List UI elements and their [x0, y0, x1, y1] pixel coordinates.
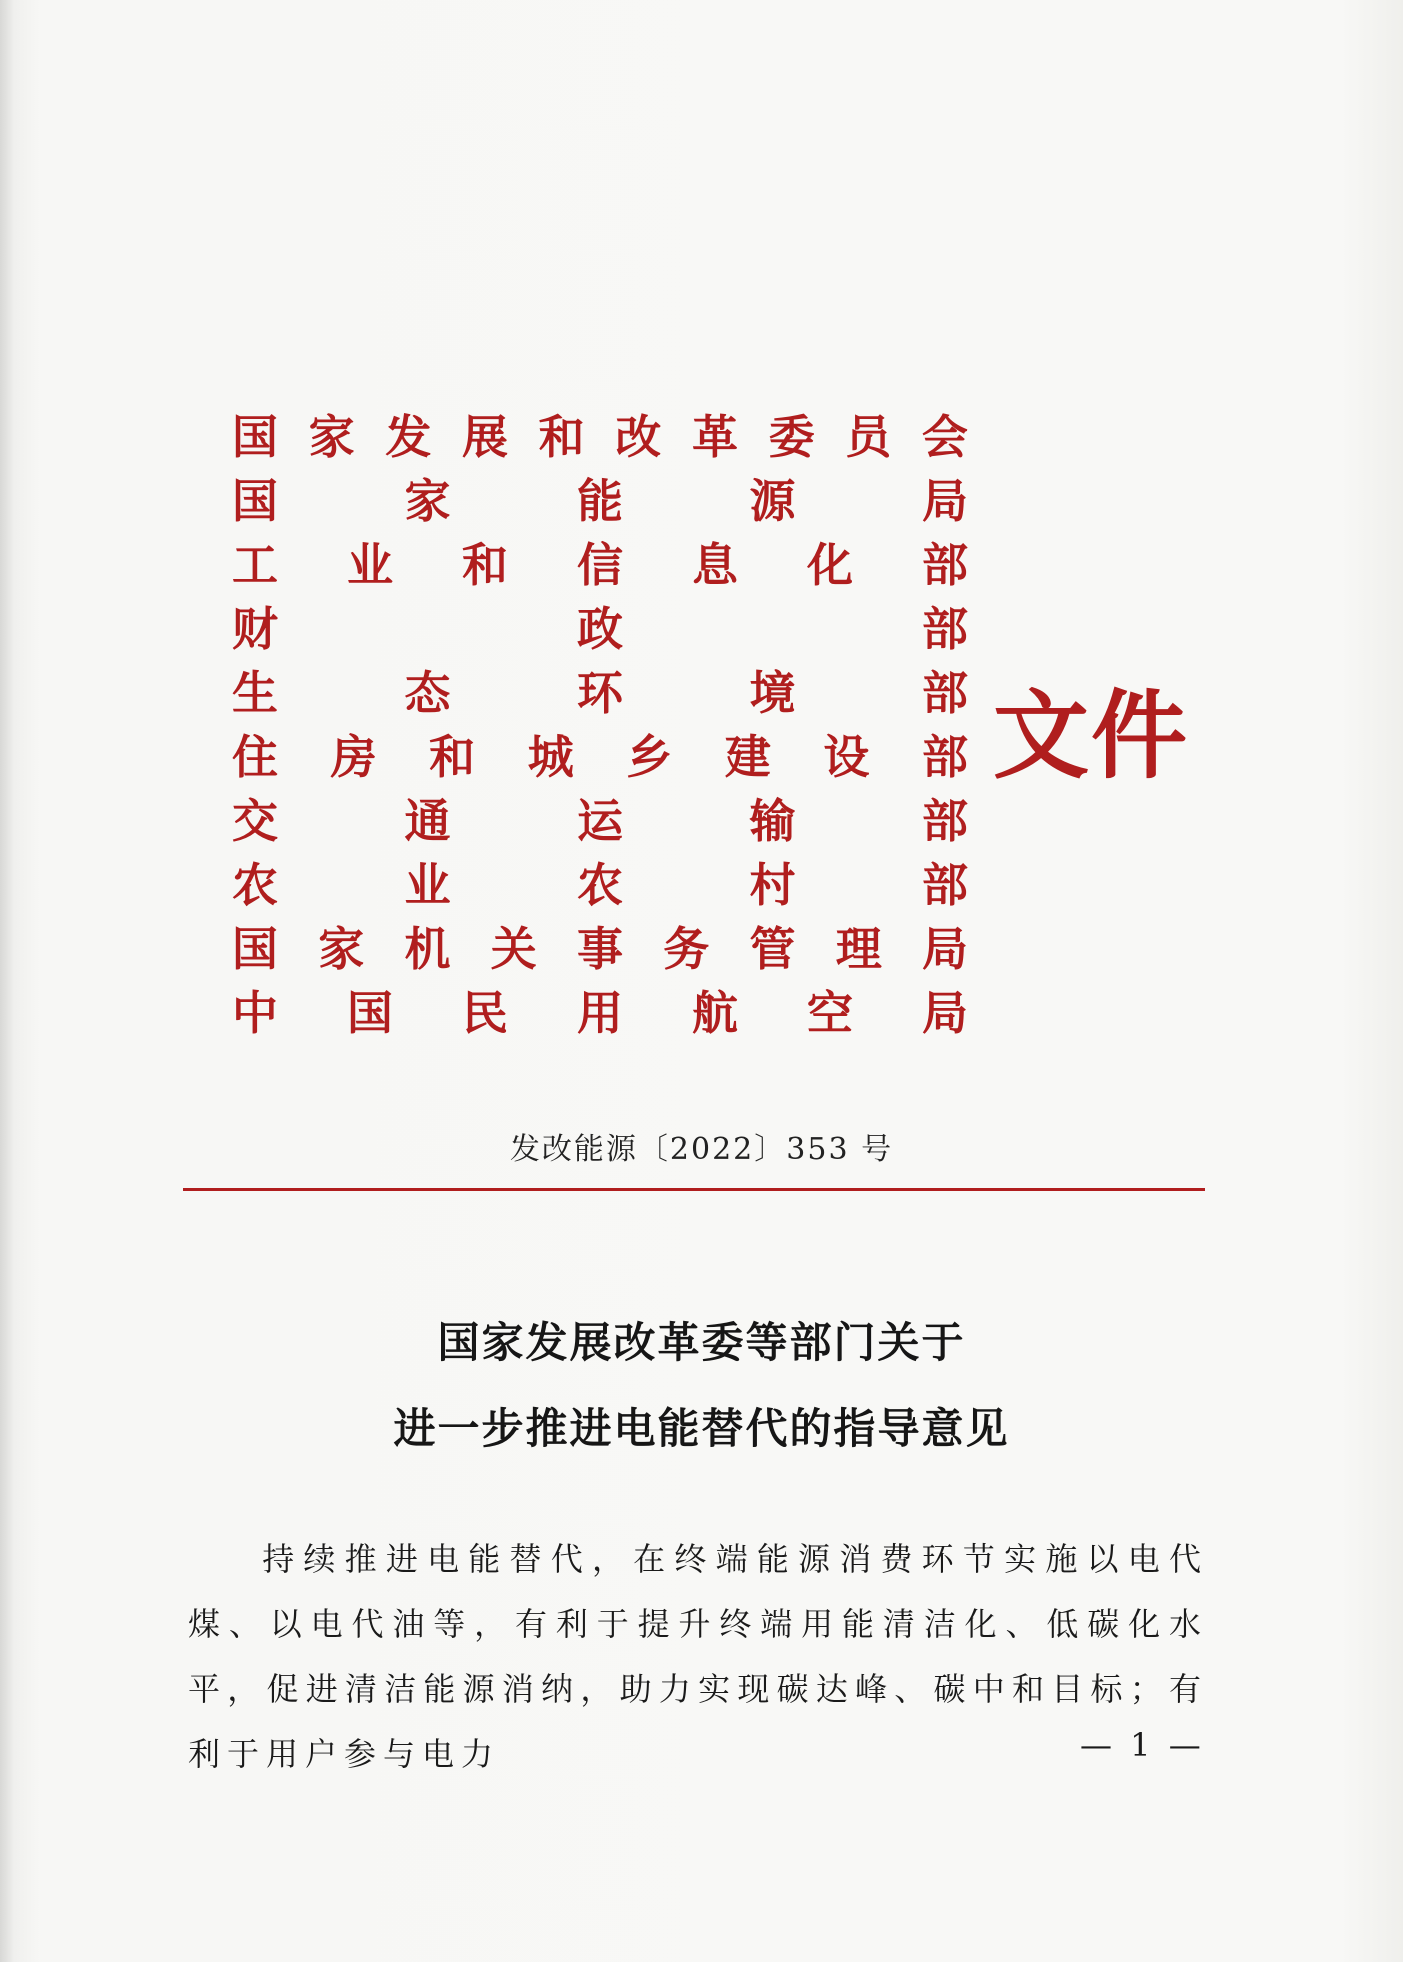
issuer-char: 家	[308, 410, 355, 464]
issuer-char: 信	[577, 538, 623, 592]
issuer-row	[230, 853, 970, 917]
issuer-row	[230, 917, 970, 981]
issuer-char: 航	[692, 986, 738, 1040]
issuer-char: 局	[922, 474, 968, 528]
document-title-line-1: 国家发展改革委等部门关于	[437, 1318, 966, 1367]
issuer-char: 农	[232, 858, 278, 912]
issuer-char: 空	[807, 986, 853, 1040]
issuer-char: 国	[232, 922, 278, 976]
issuer-char: 运	[577, 794, 623, 848]
issuer-char: 政	[577, 602, 623, 656]
issuer-char: 部	[922, 666, 968, 720]
issuer-char: 部	[921, 730, 968, 784]
red-divider-line	[183, 1188, 1205, 1191]
issuer-char: 财	[232, 602, 278, 656]
issuer-char: 部	[922, 538, 968, 592]
issuer-char: 通	[404, 794, 451, 848]
issuer-char: 委	[768, 410, 815, 464]
issuer-row	[230, 533, 970, 597]
issuer-char: 城	[527, 730, 574, 784]
issuer-char: 业	[404, 858, 451, 912]
issuer-char: 境	[749, 666, 796, 720]
issuing-authorities	[230, 405, 970, 1045]
issuer-char: 乡	[626, 730, 673, 784]
issuer-char: 和	[462, 538, 508, 592]
issuer-char: 关	[490, 922, 537, 976]
issuer-char: 革	[691, 410, 738, 464]
issuer-char: 源	[749, 474, 796, 528]
issuer-row	[230, 661, 970, 725]
issuer-char: 事	[577, 922, 623, 976]
issuer-char: 住	[232, 730, 278, 784]
issuer-char: 设	[823, 730, 870, 784]
issuer-char: 息	[692, 538, 738, 592]
issuer-char: 中	[232, 986, 278, 1040]
body-paragraph-text: 持续推进电能替代，在终端能源消费环节实施以电代煤、以电代油等，有利于提升终端用能清洁化、低碳化水平，促进清洁能源消纳，助力实现碳达峰、碳中和目标；有利于用户参与电力	[188, 1540, 1208, 1773]
issuer-row	[230, 725, 970, 789]
issuer-char: 展	[461, 410, 508, 464]
issuer-char: 家	[318, 922, 365, 976]
issuer-row	[230, 981, 970, 1045]
issuer-char: 房	[330, 730, 377, 784]
issuer-char: 业	[347, 538, 393, 592]
issuer-char: 国	[232, 410, 278, 464]
issuer-char: 环	[577, 666, 623, 720]
issuer-char: 部	[922, 858, 968, 912]
issuer-char: 和	[538, 410, 585, 464]
issuer-row	[230, 789, 970, 853]
issuer-char: 能	[577, 474, 623, 528]
issuer-char: 用	[577, 986, 623, 1040]
issuer-char: 务	[663, 922, 710, 976]
issuer-char: 家	[404, 474, 451, 528]
issuer-char: 国	[347, 986, 393, 1040]
issuer-char: 民	[462, 986, 508, 1040]
issuer-char: 局	[922, 986, 968, 1040]
page-number: — 1 —	[1080, 1726, 1205, 1764]
document-mark: 文件	[993, 680, 1189, 792]
issuer-char: 理	[835, 922, 882, 976]
issuer-char: 化	[807, 538, 853, 592]
issuer-char: 生	[232, 666, 278, 720]
issuer-char: 改	[615, 410, 662, 464]
issuer-row	[230, 469, 970, 533]
issuer-char: 管	[749, 922, 796, 976]
issuer-char: 农	[577, 858, 623, 912]
issuer-char: 部	[922, 794, 968, 848]
issuer-char: 部	[922, 602, 968, 656]
issuer-char: 输	[749, 794, 796, 848]
issuer-char: 工	[232, 538, 278, 592]
issuer-char: 和	[429, 730, 476, 784]
issuer-char: 交	[232, 794, 278, 848]
document-title-line-2: 进一步推进电能替代的指导意见	[393, 1404, 1010, 1453]
issuer-char: 员	[845, 410, 892, 464]
issuer-char: 局	[922, 922, 968, 976]
body-paragraph	[188, 1527, 1208, 1787]
issuer-row	[230, 405, 970, 469]
issuer-char: 会	[921, 410, 968, 464]
issuer-char: 村	[749, 858, 796, 912]
issuer-char: 发	[385, 410, 432, 464]
issuer-char: 机	[404, 922, 451, 976]
issuer-char: 国	[232, 474, 278, 528]
scan-edge-shadow	[0, 0, 14, 1962]
document-number: 发改能源〔2022〕353 号	[509, 1132, 894, 1167]
issuer-char: 建	[724, 730, 771, 784]
issuer-char: 态	[404, 666, 451, 720]
issuer-row	[230, 597, 970, 661]
